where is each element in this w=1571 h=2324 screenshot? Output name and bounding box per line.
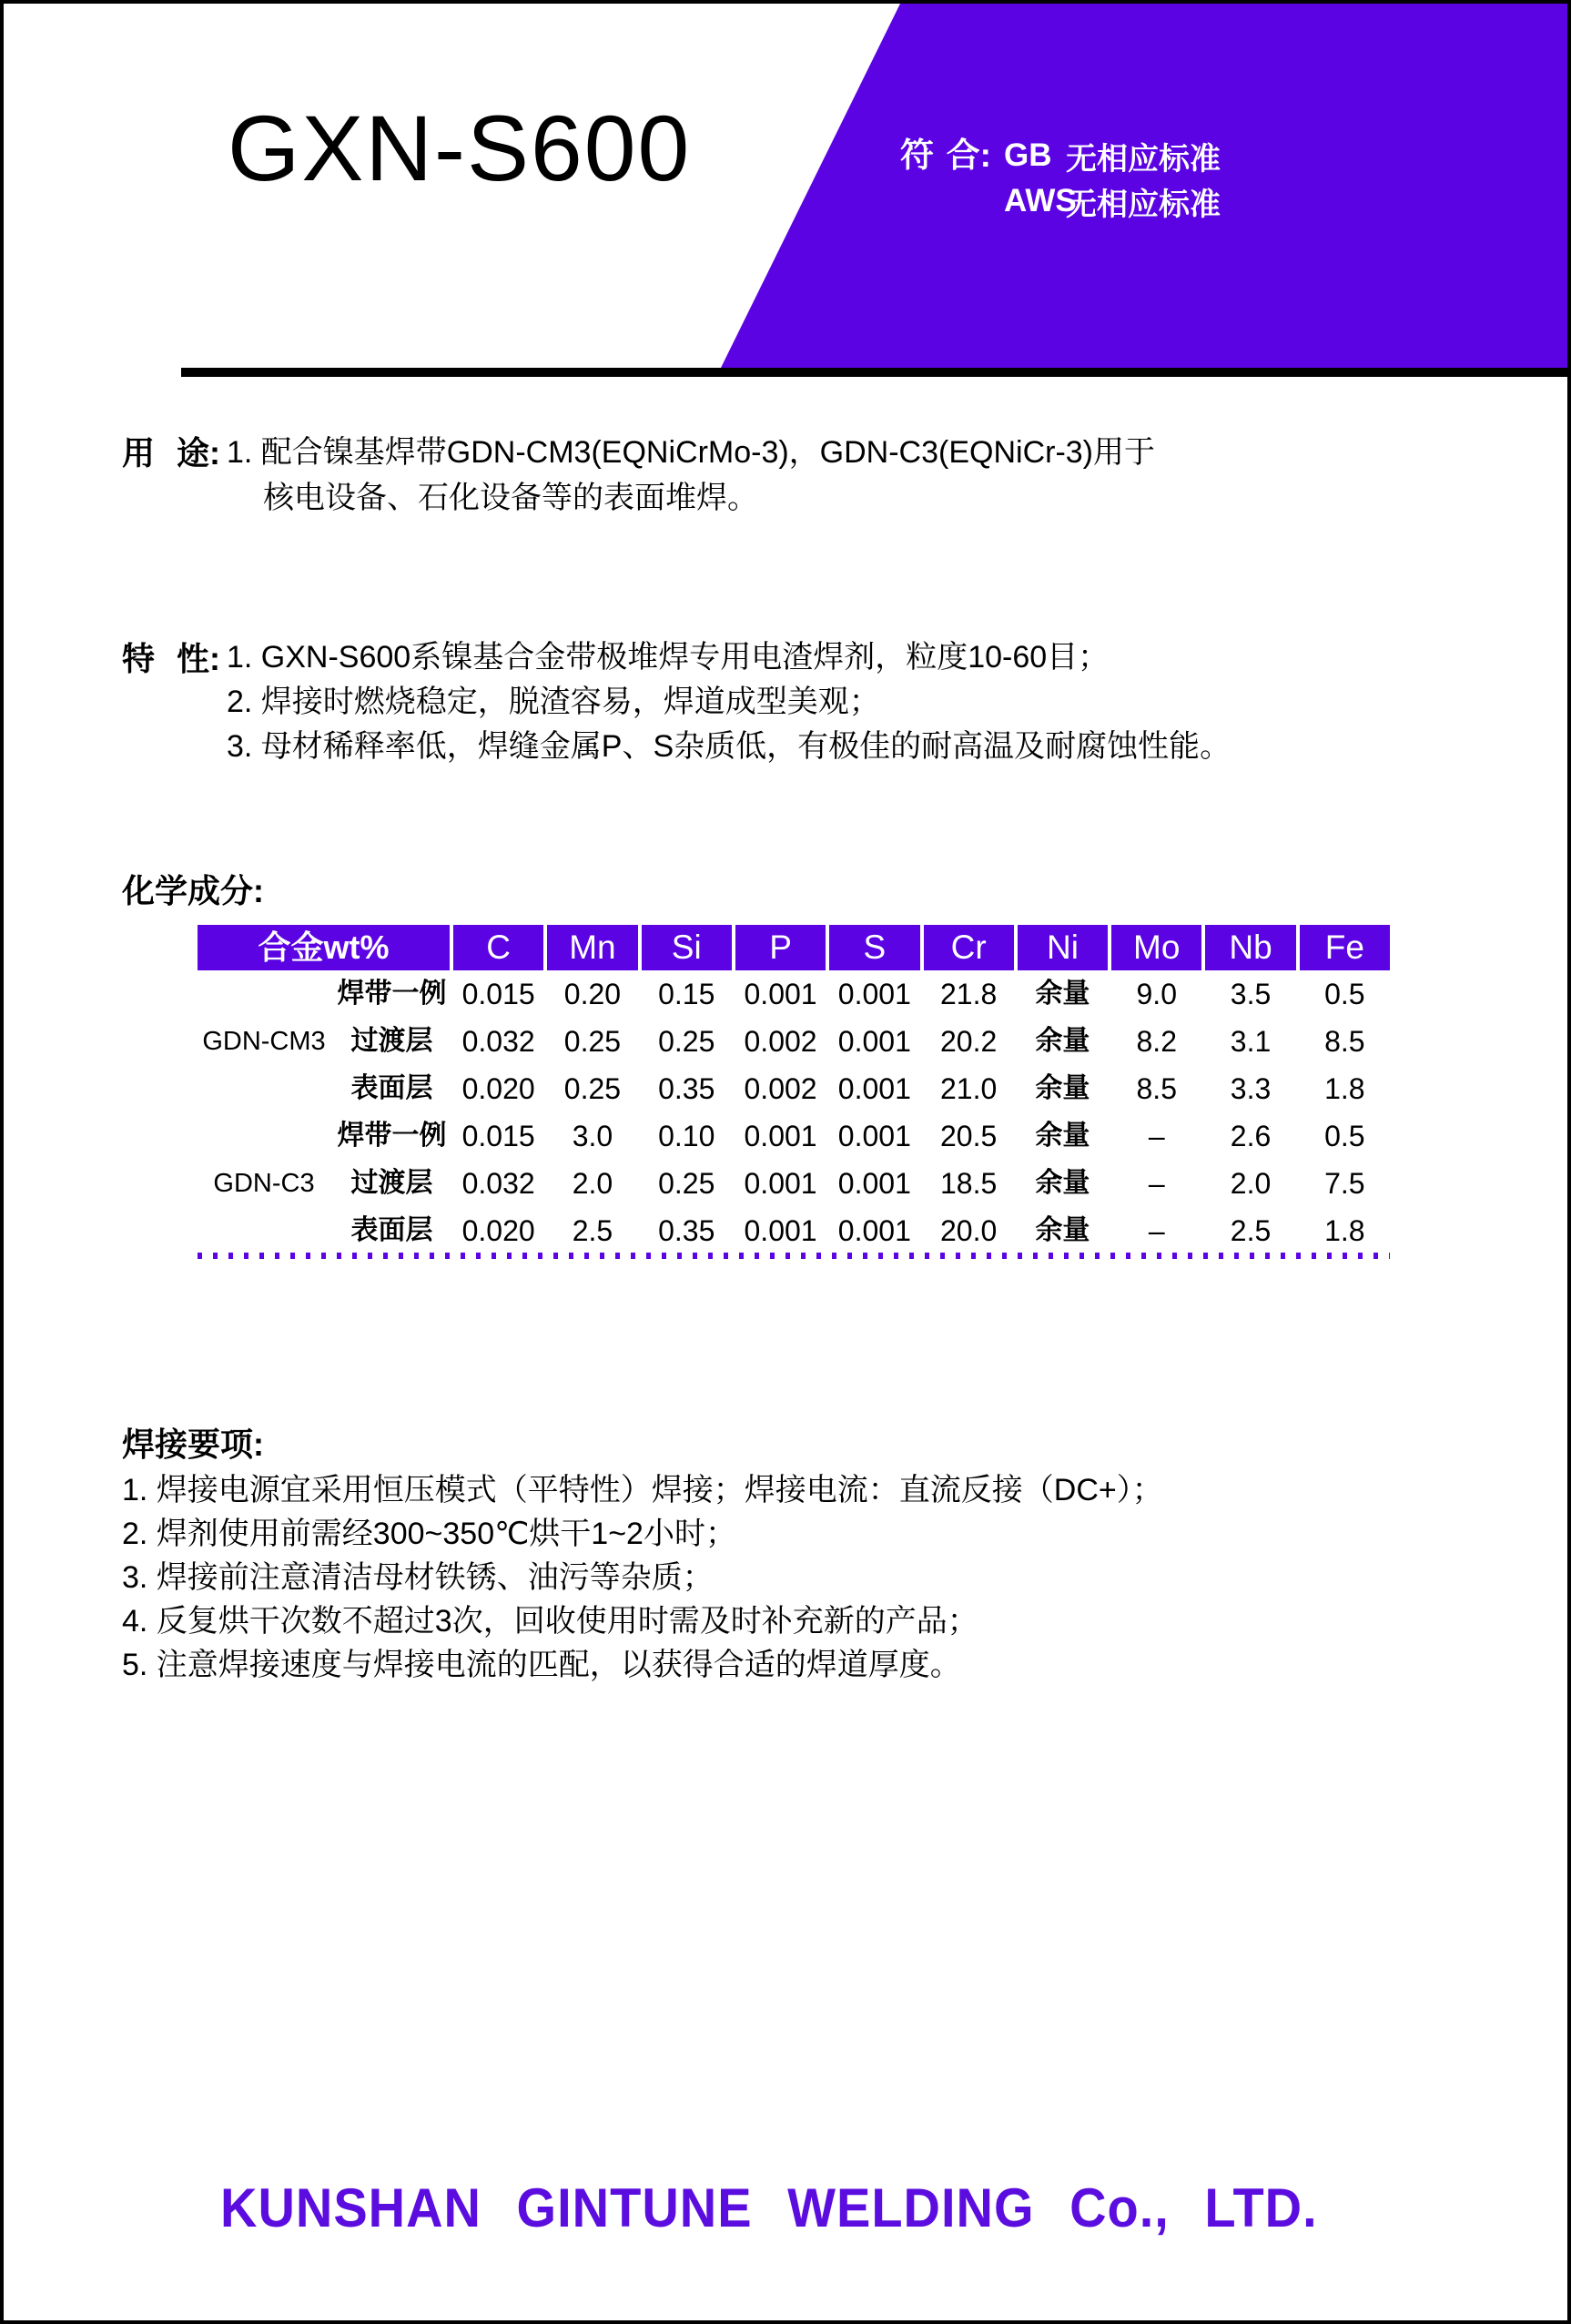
welding-note-line: 1. 焊接电源宜采用恒压模式（平特性）焊接；焊接电流：直流反接（DC+）；: [122, 1473, 1163, 1507]
chem-table-header: [198, 925, 1390, 970]
row-value: 0.001: [837, 1167, 911, 1200]
row-value: 0.20: [563, 978, 622, 1010]
dotted-divider: [198, 1253, 1390, 1259]
row-layer-label: 焊带一例: [337, 1121, 447, 1151]
usage-section-label: [122, 430, 220, 477]
row-group-label: GDN-C3: [213, 1169, 315, 1198]
standards-label: [900, 133, 991, 178]
row-value: 0.15: [658, 978, 715, 1010]
row-value: 0.25: [658, 1025, 715, 1058]
row-value: 8.5: [1324, 1025, 1365, 1058]
row-value: 0.001: [744, 978, 817, 1010]
table-header-element: Cr: [924, 925, 1014, 970]
row-value: 余量: [1035, 1121, 1090, 1151]
row-value: 8.5: [1136, 1072, 1177, 1105]
row-value: 余量: [1035, 1073, 1090, 1103]
standard-code: GB: [1004, 137, 1052, 173]
row-value: 0.25: [658, 1167, 715, 1200]
table-row: [198, 1207, 1390, 1254]
welding-note-line: 2. 焊剂使用前需经300~350℃烘干1~2小时；: [122, 1517, 736, 1551]
row-value: 余量: [1035, 979, 1090, 1009]
row-value: 0.001: [837, 1025, 911, 1058]
standard-status: 无相应标准: [1066, 187, 1221, 222]
table-header-element: C: [453, 925, 543, 970]
table-row: [198, 1018, 1390, 1065]
table-header-element: P: [735, 925, 826, 970]
row-value: 0.001: [837, 1120, 911, 1152]
header-divider-rule: [181, 368, 1567, 377]
row-value: –: [1148, 1167, 1165, 1200]
row-value: 21.0: [940, 1072, 998, 1105]
row-group-label: GDN-CM3: [202, 1027, 326, 1056]
row-value: 1.8: [1324, 1214, 1365, 1247]
chemical-composition-table: [198, 925, 1390, 1254]
row-value: 20.0: [940, 1214, 998, 1247]
row-value: 0.015: [461, 1120, 535, 1152]
usage-line: 核电设备、石化设备等的表面堆焊。: [263, 481, 758, 515]
standard-code: AWS: [1004, 183, 1077, 218]
row-value: 2.0: [572, 1167, 613, 1200]
welding-note-line: 5. 注意焊接速度与焊接电流的匹配，以获得合适的焊道厚度。: [122, 1648, 961, 1682]
row-group-label: [198, 1065, 330, 1112]
row-value: 2.0: [1230, 1167, 1272, 1200]
row-layer-label: 过渡层: [350, 1168, 433, 1198]
row-value: 0.10: [658, 1120, 715, 1152]
row-value: 3.5: [1230, 978, 1272, 1010]
row-value: 0.001: [744, 1167, 817, 1200]
row-value: 0.015: [461, 978, 535, 1010]
standard-status: 无相应标准: [1066, 141, 1221, 177]
table-header-element: Mo: [1111, 925, 1201, 970]
row-value: 9.0: [1136, 978, 1177, 1010]
row-value: 0.001: [837, 978, 911, 1010]
chem-section-title: 化学成分:: [122, 872, 264, 909]
row-value: 20.2: [940, 1025, 998, 1058]
features-section-body: [227, 635, 1231, 769]
row-value: 1.8: [1324, 1072, 1365, 1105]
features-section-label: [122, 635, 220, 683]
row-value: –: [1148, 1120, 1165, 1152]
standards-label-left: 符: [900, 137, 934, 174]
row-value: 余量: [1035, 1026, 1090, 1056]
row-value: 3.1: [1230, 1025, 1272, 1058]
row-group-label: [198, 970, 330, 1018]
row-group-label: [198, 1112, 330, 1160]
row-value: 0.5: [1324, 978, 1365, 1010]
row-layer-label: 表面层: [350, 1073, 433, 1103]
standards-block: [900, 133, 1221, 224]
product-title: GXN-S600: [228, 96, 692, 200]
row-value: 0.5: [1324, 1120, 1365, 1152]
row-value: 0.25: [563, 1072, 622, 1105]
features-label-left: 特: [122, 640, 156, 677]
chem-table-body: [198, 970, 1390, 1254]
welding-note-line: 3. 焊接前注意清洁母材铁锈、油污等杂质；: [122, 1560, 714, 1595]
row-value: 0.020: [461, 1072, 535, 1105]
welding-note-line: 4. 反复烘干次数不超过3次，回收使用时需及时补充新的产品；: [122, 1604, 978, 1639]
feature-line: 2. 焊接时燃烧稳定，脱渣容易，焊道成型美观；: [227, 685, 880, 719]
row-value: 0.020: [461, 1214, 535, 1247]
row-value: –: [1148, 1214, 1165, 1247]
row-value: 余量: [1035, 1168, 1090, 1198]
standards-label-right: 合:: [946, 137, 991, 174]
row-value: 0.001: [837, 1214, 911, 1247]
row-group-label: [198, 1207, 330, 1254]
welding-notes-title: 焊接要项:: [122, 1426, 264, 1463]
row-value: 20.5: [940, 1120, 998, 1152]
row-value: 0.25: [563, 1025, 622, 1058]
row-value: 0.032: [461, 1167, 535, 1200]
row-value: 0.002: [744, 1025, 817, 1058]
table-header-element: Ni: [1018, 925, 1108, 970]
row-value: 0.001: [744, 1120, 817, 1152]
feature-line: 3. 母材稀释率低，焊缝金属P、S杂质低，有极佳的耐高温及耐腐蚀性能。: [227, 729, 1231, 764]
table-row: [198, 1112, 1390, 1160]
table-row: [198, 1160, 1390, 1207]
table-header-element: S: [829, 925, 919, 970]
usage-line: 1. 配合镍基焊带GDN-CM3(EQNiCrMo-3)，GDN-C3(EQNiCr-3)用于: [227, 435, 1155, 470]
row-layer-label: 焊带一例: [337, 979, 447, 1009]
table-header-element: Fe: [1300, 925, 1390, 970]
row-value: 余量: [1035, 1215, 1090, 1245]
feature-line: 1. GXN-S600系镍基合金带极堆焊专用电渣焊剂，粒度10-60目；: [227, 640, 1110, 675]
table-header-alloy: 合金wt%: [198, 925, 450, 970]
welding-notes-list: [122, 1468, 1163, 1687]
row-value: 2.6: [1230, 1120, 1272, 1152]
standard-item: [1004, 178, 1221, 224]
row-value: 8.2: [1136, 1025, 1177, 1058]
table-row: [198, 970, 1390, 1018]
row-value: 3.3: [1230, 1072, 1272, 1105]
table-header-element: Mn: [547, 925, 637, 970]
row-value: 0.35: [658, 1072, 715, 1105]
standard-item: [1004, 133, 1221, 178]
usage-section-body: [227, 430, 1155, 521]
features-label-right: 性:: [177, 640, 220, 677]
table-row: [198, 1065, 1390, 1112]
row-value: 0.35: [658, 1214, 715, 1247]
row-value: 3.0: [572, 1120, 613, 1152]
table-header-element: Si: [642, 925, 732, 970]
standards-list: [1004, 133, 1221, 224]
row-layer-label: 过渡层: [350, 1026, 433, 1056]
table-header-element: Nb: [1205, 925, 1295, 970]
usage-label-left: 用: [122, 434, 156, 472]
row-layer-label: 表面层: [350, 1215, 433, 1245]
row-value: 18.5: [940, 1167, 998, 1200]
company-name: KUNSHAN GINTUNE WELDING Co., LTD.: [220, 2177, 1318, 2239]
row-value: 0.001: [837, 1072, 911, 1105]
row-value: 2.5: [572, 1214, 613, 1247]
row-value: 2.5: [1230, 1214, 1272, 1247]
row-value: 0.002: [744, 1072, 817, 1105]
row-value: 7.5: [1324, 1167, 1365, 1200]
row-value: 0.001: [744, 1214, 817, 1247]
row-value: 21.8: [940, 978, 998, 1010]
usage-label-right: 途:: [177, 434, 220, 472]
row-value: 0.032: [461, 1025, 535, 1058]
